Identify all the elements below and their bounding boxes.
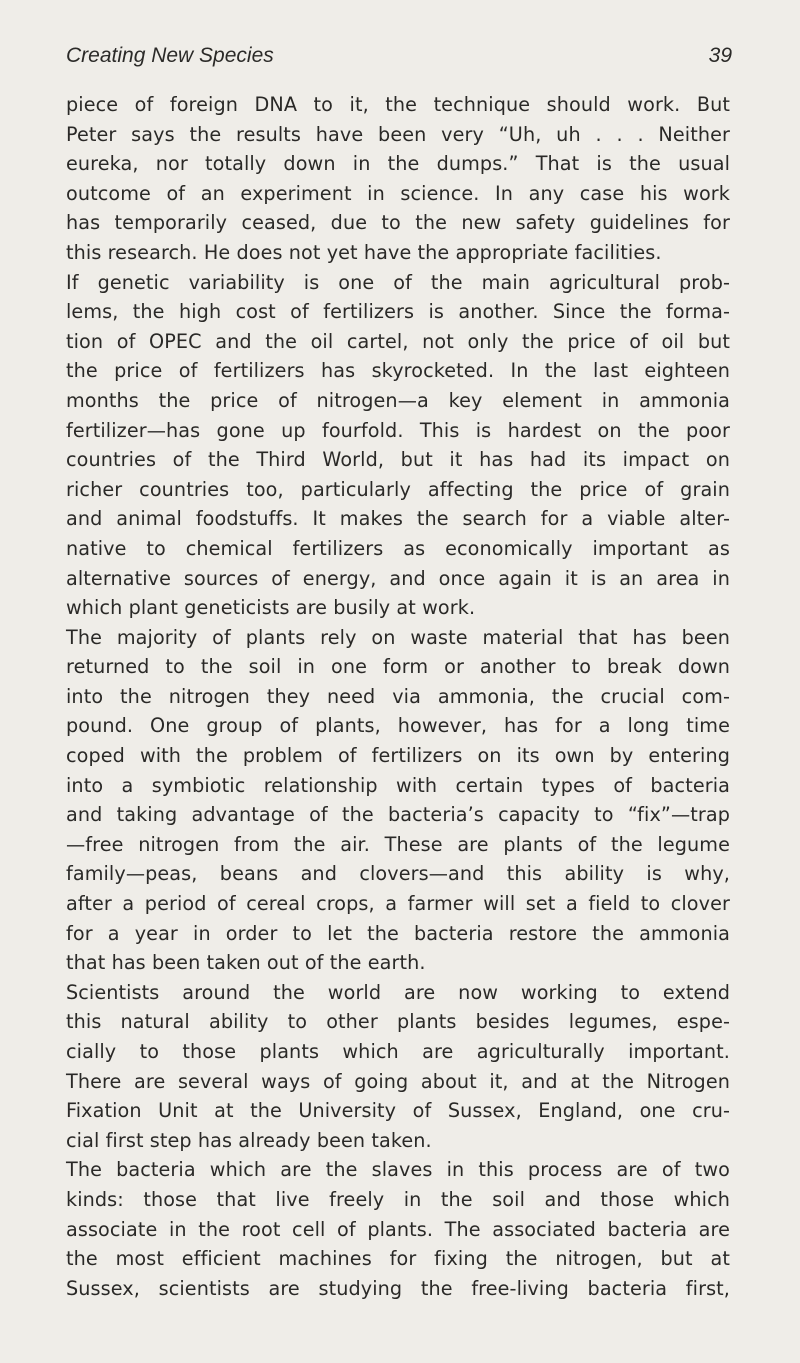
text-line: cial first step has already been taken. <box>66 1128 432 1152</box>
text-line: into the nitrogen they need via ammonia, the crucial com- <box>66 684 730 708</box>
text-line: this research. He does not yet have the appropriate facilities. <box>66 240 662 264</box>
text-line: Scientists around the world are now working to extend <box>66 980 730 1004</box>
text-line: and animal foodstuffs. It makes the search for a viable alter- <box>66 507 730 531</box>
text-line: piece of foreign DNA to it, the technique should work. But <box>66 93 730 116</box>
text-line: has temporarily ceased, due to the new safety guidelines for <box>66 211 730 235</box>
page-number: 39 <box>708 44 732 67</box>
text-line: returned to the soil in one form or another to break down <box>66 655 730 679</box>
text-line: fertilizer—has gone up fourfold. This is hardest on the poor <box>66 418 730 442</box>
paragraph <box>66 978 730 1156</box>
text-line: lems, the high cost of fertilizers is another. Since the forma- <box>66 300 730 324</box>
text-line: family—peas, beans and clovers—and this ability is why, <box>66 862 730 886</box>
text-line: tion of OPEC and the oil cartel, not only the price of oil but <box>66 329 730 353</box>
paragraph <box>66 623 730 978</box>
text-line: which plant geneticists are busily at work. <box>66 596 476 620</box>
text-line: coped with the problem of fertilizers on its own by entering <box>66 744 730 768</box>
paragraph <box>66 268 730 623</box>
text-line: —free nitrogen from the air. These are plants of the legume <box>66 832 730 856</box>
text-line: There are several ways of going about it, and at the Nitrogen <box>66 1069 730 1093</box>
text-line: outcome of an experiment in science. In any case his work <box>66 181 730 205</box>
text-line: The bacteria which are the slaves in this process are of two <box>66 1158 730 1182</box>
text-line: the most efficient machines for fixing the nitrogen, but at <box>66 1247 730 1271</box>
text-line: eureka, nor totally down in the dumps.” That is the usual <box>66 152 730 176</box>
text-line: alternative sources of energy, and once again it is an area in <box>66 566 730 590</box>
body-text <box>66 90 730 1303</box>
text-line: for a year in order to let the bacteria restore the ammonia <box>66 921 730 945</box>
text-line: Peter says the results have been very “Uh, uh . . . Neither <box>66 122 730 146</box>
text-line: that has been taken out of the earth. <box>66 951 426 975</box>
text-line: native to chemical fertilizers as economically important as <box>66 536 730 560</box>
text-line: after a period of cereal crops, a farmer will set a field to clover <box>66 892 730 916</box>
text-line: The majority of plants rely on waste material that has been <box>66 625 730 649</box>
text-line: pound. One group of plants, however, has for a long time <box>66 714 730 738</box>
text-line: countries of the Third World, but it has had its impact on <box>66 448 730 472</box>
text-line: Fixation Unit at the University of Sussex, England, one cru- <box>66 1099 730 1123</box>
paragraph <box>66 90 730 268</box>
text-line: into a symbiotic relationship with certain types of bacteria <box>66 773 730 797</box>
text-line: and taking advantage of the bacteria’s capacity to “fix”—trap <box>66 803 730 827</box>
text-line: Sussex, scientists are studying the free-living bacteria first, <box>66 1276 730 1300</box>
text-line: the price of fertilizers has skyrocketed. In the last eighteen <box>66 359 730 383</box>
paragraph <box>66 1155 730 1303</box>
text-line: this natural ability to other plants besides legumes, espe- <box>66 1010 730 1034</box>
text-line: If genetic variability is one of the main agricultural prob- <box>66 270 730 294</box>
text-line: months the price of nitrogen—a key element in ammonia <box>66 388 730 412</box>
text-line: cially to those plants which are agriculturally important. <box>66 1040 730 1063</box>
running-title: Creating New Species <box>66 44 274 67</box>
running-head <box>66 44 734 78</box>
text-line: associate in the root cell of plants. The associated bacteria are <box>66 1217 730 1241</box>
text-line: richer countries too, particularly affecting the price of grain <box>66 477 730 501</box>
text-line: kinds: those that live freely in the soil and those which <box>66 1187 730 1211</box>
